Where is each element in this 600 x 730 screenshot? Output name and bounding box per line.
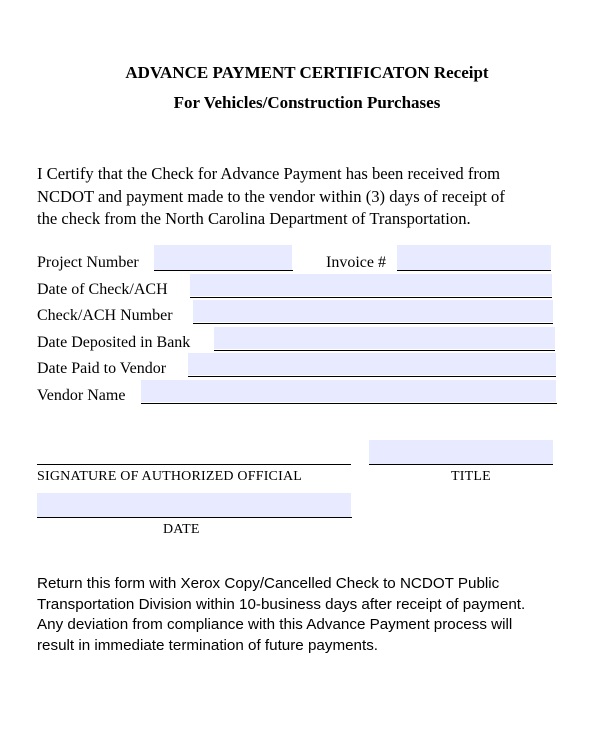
instructions-paragraph (37, 574, 587, 656)
date-paid-field[interactable] (188, 353, 556, 375)
certification-line: I Certify that the Check for Advance Payment has been received from (37, 164, 501, 183)
date-field[interactable] (37, 493, 351, 518)
date-of-check-field[interactable] (190, 274, 552, 296)
title-label: TITLE (451, 469, 491, 484)
instructions-line: Transportation Division within 10-business days after receipt of payment. (37, 595, 526, 613)
date-deposited-underline (214, 350, 555, 351)
vendor-name-underline (141, 403, 557, 404)
form-title: ADVANCE PAYMENT CERTIFICATON Receipt (125, 63, 489, 82)
check-ach-number-label: Check/ACH Number (37, 307, 173, 324)
project-number-field[interactable] (154, 245, 292, 271)
certification-line: NCDOT and payment made to the vendor within (3) days of receipt of (37, 186, 505, 206)
project-number-label: Project Number (37, 254, 139, 271)
title-field[interactable] (369, 440, 553, 464)
instructions-line: Any deviation from compliance with this Advance Payment process will (37, 616, 513, 633)
date-paid-label: Date Paid to Vendor (37, 360, 167, 377)
invoice-label: Invoice # (326, 254, 386, 271)
instructions-line: result in immediate termination of future payments. (37, 636, 379, 654)
certification-paragraph (37, 163, 577, 231)
title-underline (369, 464, 553, 465)
date-label: DATE (163, 522, 200, 537)
signature-label: SIGNATURE OF AUTHORIZED OFFICIAL (37, 469, 303, 484)
date-deposited-field[interactable] (214, 327, 555, 349)
form-subtitle: For Vehicles/Construction Purchases (173, 93, 441, 112)
check-ach-number-field[interactable] (193, 300, 553, 322)
date-of-check-underline (190, 297, 552, 298)
invoice-field[interactable] (397, 245, 551, 271)
date-paid-underline (188, 376, 556, 377)
date-deposited-label: Date Deposited in Bank (37, 334, 191, 351)
vendor-name-label: Vendor Name (37, 387, 126, 404)
instructions-line: Return this form with Xerox Copy/Cancelled Check to NCDOT Public (37, 575, 500, 592)
project-number-underline (154, 270, 293, 271)
date-of-check-label: Date of Check/ACH (37, 281, 168, 298)
vendor-name-field[interactable] (141, 380, 556, 402)
signature-line[interactable] (37, 464, 351, 465)
date-underline (37, 517, 352, 518)
certification-line: the check from the North Carolina Department of Transportation. (37, 209, 471, 228)
check-ach-number-underline (193, 323, 553, 324)
invoice-underline (397, 270, 551, 271)
